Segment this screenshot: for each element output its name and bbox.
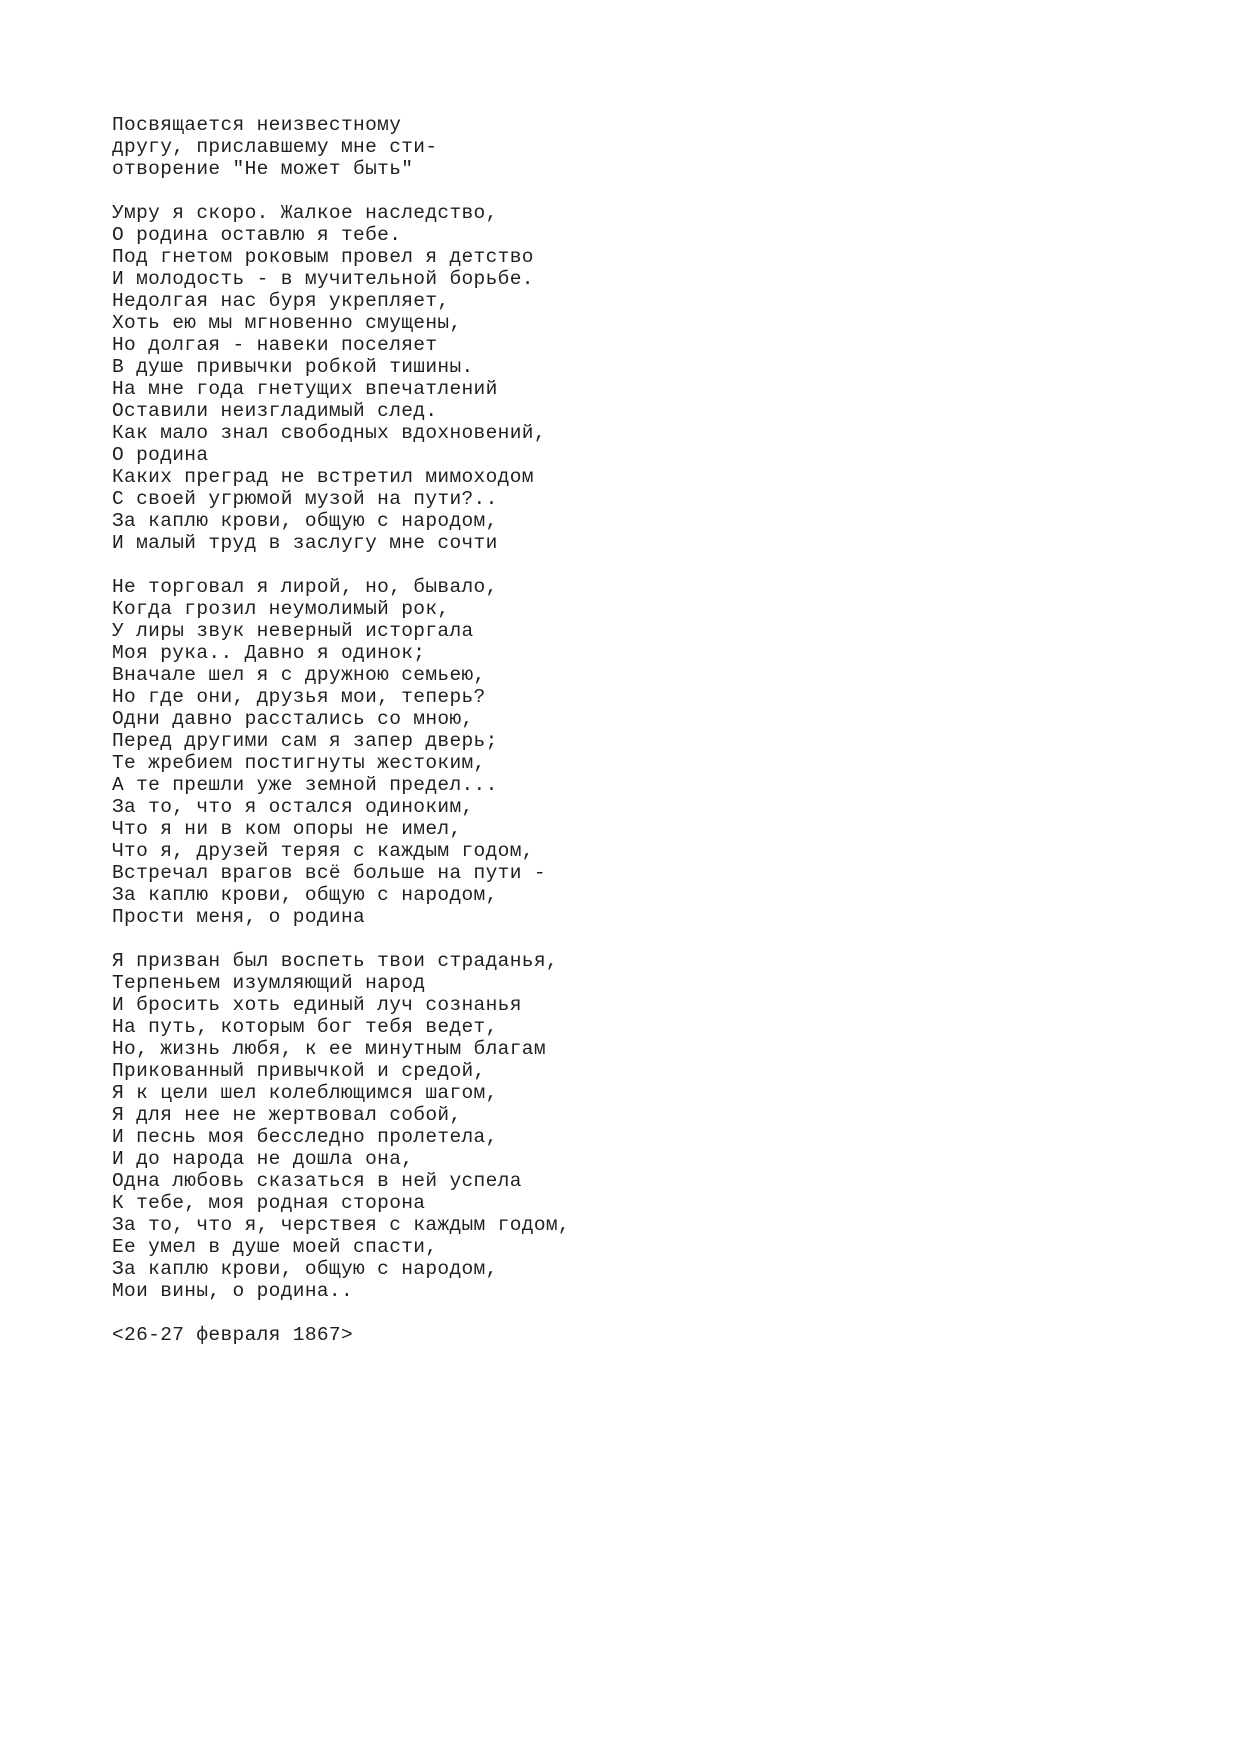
poem-line: Умру я скоро. Жалкое наследство, bbox=[112, 202, 498, 224]
poem-line: Перед другими сам я запер дверь; bbox=[112, 730, 498, 752]
poem-line: И молодость - в мучительной борьбе. bbox=[112, 268, 534, 290]
poem-line: Когда грозил неумолимый рок, bbox=[112, 598, 450, 620]
poem-line: И песнь моя бесследно пролетела, bbox=[112, 1126, 498, 1148]
date-block bbox=[112, 1324, 1172, 1346]
poem-line: Хоть ею мы мгновенно смущены, bbox=[112, 312, 462, 334]
poem-line: Что я ни в ком опоры не имел, bbox=[112, 818, 462, 840]
poem-line: Одна любовь сказаться в ней успела bbox=[112, 1170, 522, 1192]
poem-line: Под гнетом роковым провел я детство bbox=[112, 246, 534, 268]
poem-line: С своей угрюмой музой на пути?.. bbox=[112, 488, 498, 510]
dedication bbox=[112, 114, 1172, 180]
poem-line: Те жребием постигнуты жестоким, bbox=[112, 752, 486, 774]
poem-line: Я призван был воспеть твои страданья, bbox=[112, 950, 558, 972]
poem-line: Как мало знал свободных вдохновений, bbox=[112, 422, 546, 444]
poem-line: А те прешли уже земной предел... bbox=[112, 774, 498, 796]
date-line: <26-27 февраля 1867> bbox=[112, 1324, 354, 1346]
poem-line: Ее умел в душе моей спасти, bbox=[112, 1236, 438, 1258]
poem-line: За каплю крови, общую с народом, bbox=[112, 510, 498, 532]
poem-line: Моя рука.. Давно я одинок; bbox=[112, 642, 426, 664]
poem-line: За то, что я остался одиноким, bbox=[112, 796, 474, 818]
poem-line: В душе привычки робкой тишины. bbox=[112, 356, 474, 378]
dedication-line: Посвящается неизвестному bbox=[112, 114, 402, 136]
dedication-line: другу, приславшему мне сти- bbox=[112, 136, 438, 158]
poem-line: Вначале шел я с дружною семьею, bbox=[112, 664, 486, 686]
poem-line: Терпеньем изумляющий народ bbox=[112, 972, 426, 994]
poem-line: К тебе, моя родная сторона bbox=[112, 1192, 426, 1214]
dedication-line: отворение "Не может быть" bbox=[112, 158, 414, 180]
poem-line: На путь, которым бог тебя ведет, bbox=[112, 1016, 498, 1038]
document-page bbox=[112, 114, 1172, 1368]
poem-line: Но где они, друзья мои, теперь? bbox=[112, 686, 486, 708]
poem-line: Что я, друзей теряя с каждым годом, bbox=[112, 840, 534, 862]
poem-line: За каплю крови, общую с народом, bbox=[112, 1258, 498, 1280]
poem-line: Одни давно расстались со мною, bbox=[112, 708, 474, 730]
poem-line: Мои вины, о родина.. bbox=[112, 1280, 354, 1302]
poem-line: Не торговал я лирой, но, бывало, bbox=[112, 576, 498, 598]
poem-line: Но долгая - навеки поселяет bbox=[112, 334, 438, 356]
poem-line: За то, что я, черствея с каждым годом, bbox=[112, 1214, 570, 1236]
poem-line: Но, жизнь любя, к ее минутным благам bbox=[112, 1038, 546, 1060]
poem-line: И малый труд в заслугу мне сочти bbox=[112, 532, 498, 554]
poem-line: У лиры звук неверный исторгала bbox=[112, 620, 474, 642]
poem-line: Прикованный привычкой и средой, bbox=[112, 1060, 486, 1082]
stanza-3 bbox=[112, 950, 1172, 1302]
poem-line: Каких преград не встретил мимоходом bbox=[112, 466, 534, 488]
poem-line: Встречал врагов всё больше на пути - bbox=[112, 862, 546, 884]
poem-line: И до народа не дошла она, bbox=[112, 1148, 414, 1170]
poem-line: Прости меня, о родина bbox=[112, 906, 366, 928]
poem-line: О родина bbox=[112, 444, 209, 466]
poem-line: Я для нее не жертвовал собой, bbox=[112, 1104, 462, 1126]
stanza-1 bbox=[112, 202, 1172, 554]
poem-line: Оставили неизгладимый след. bbox=[112, 400, 438, 422]
poem-line: О родина оставлю я тебе. bbox=[112, 224, 402, 246]
poem-line: Недолгая нас буря укрепляет, bbox=[112, 290, 450, 312]
poem-line: На мне года гнетущих впечатлений bbox=[112, 378, 498, 400]
poem-line: Я к цели шел колеблющимся шагом, bbox=[112, 1082, 498, 1104]
poem-line: За каплю крови, общую с народом, bbox=[112, 884, 498, 906]
poem-line: И бросить хоть единый луч сознанья bbox=[112, 994, 522, 1016]
stanza-2 bbox=[112, 576, 1172, 928]
